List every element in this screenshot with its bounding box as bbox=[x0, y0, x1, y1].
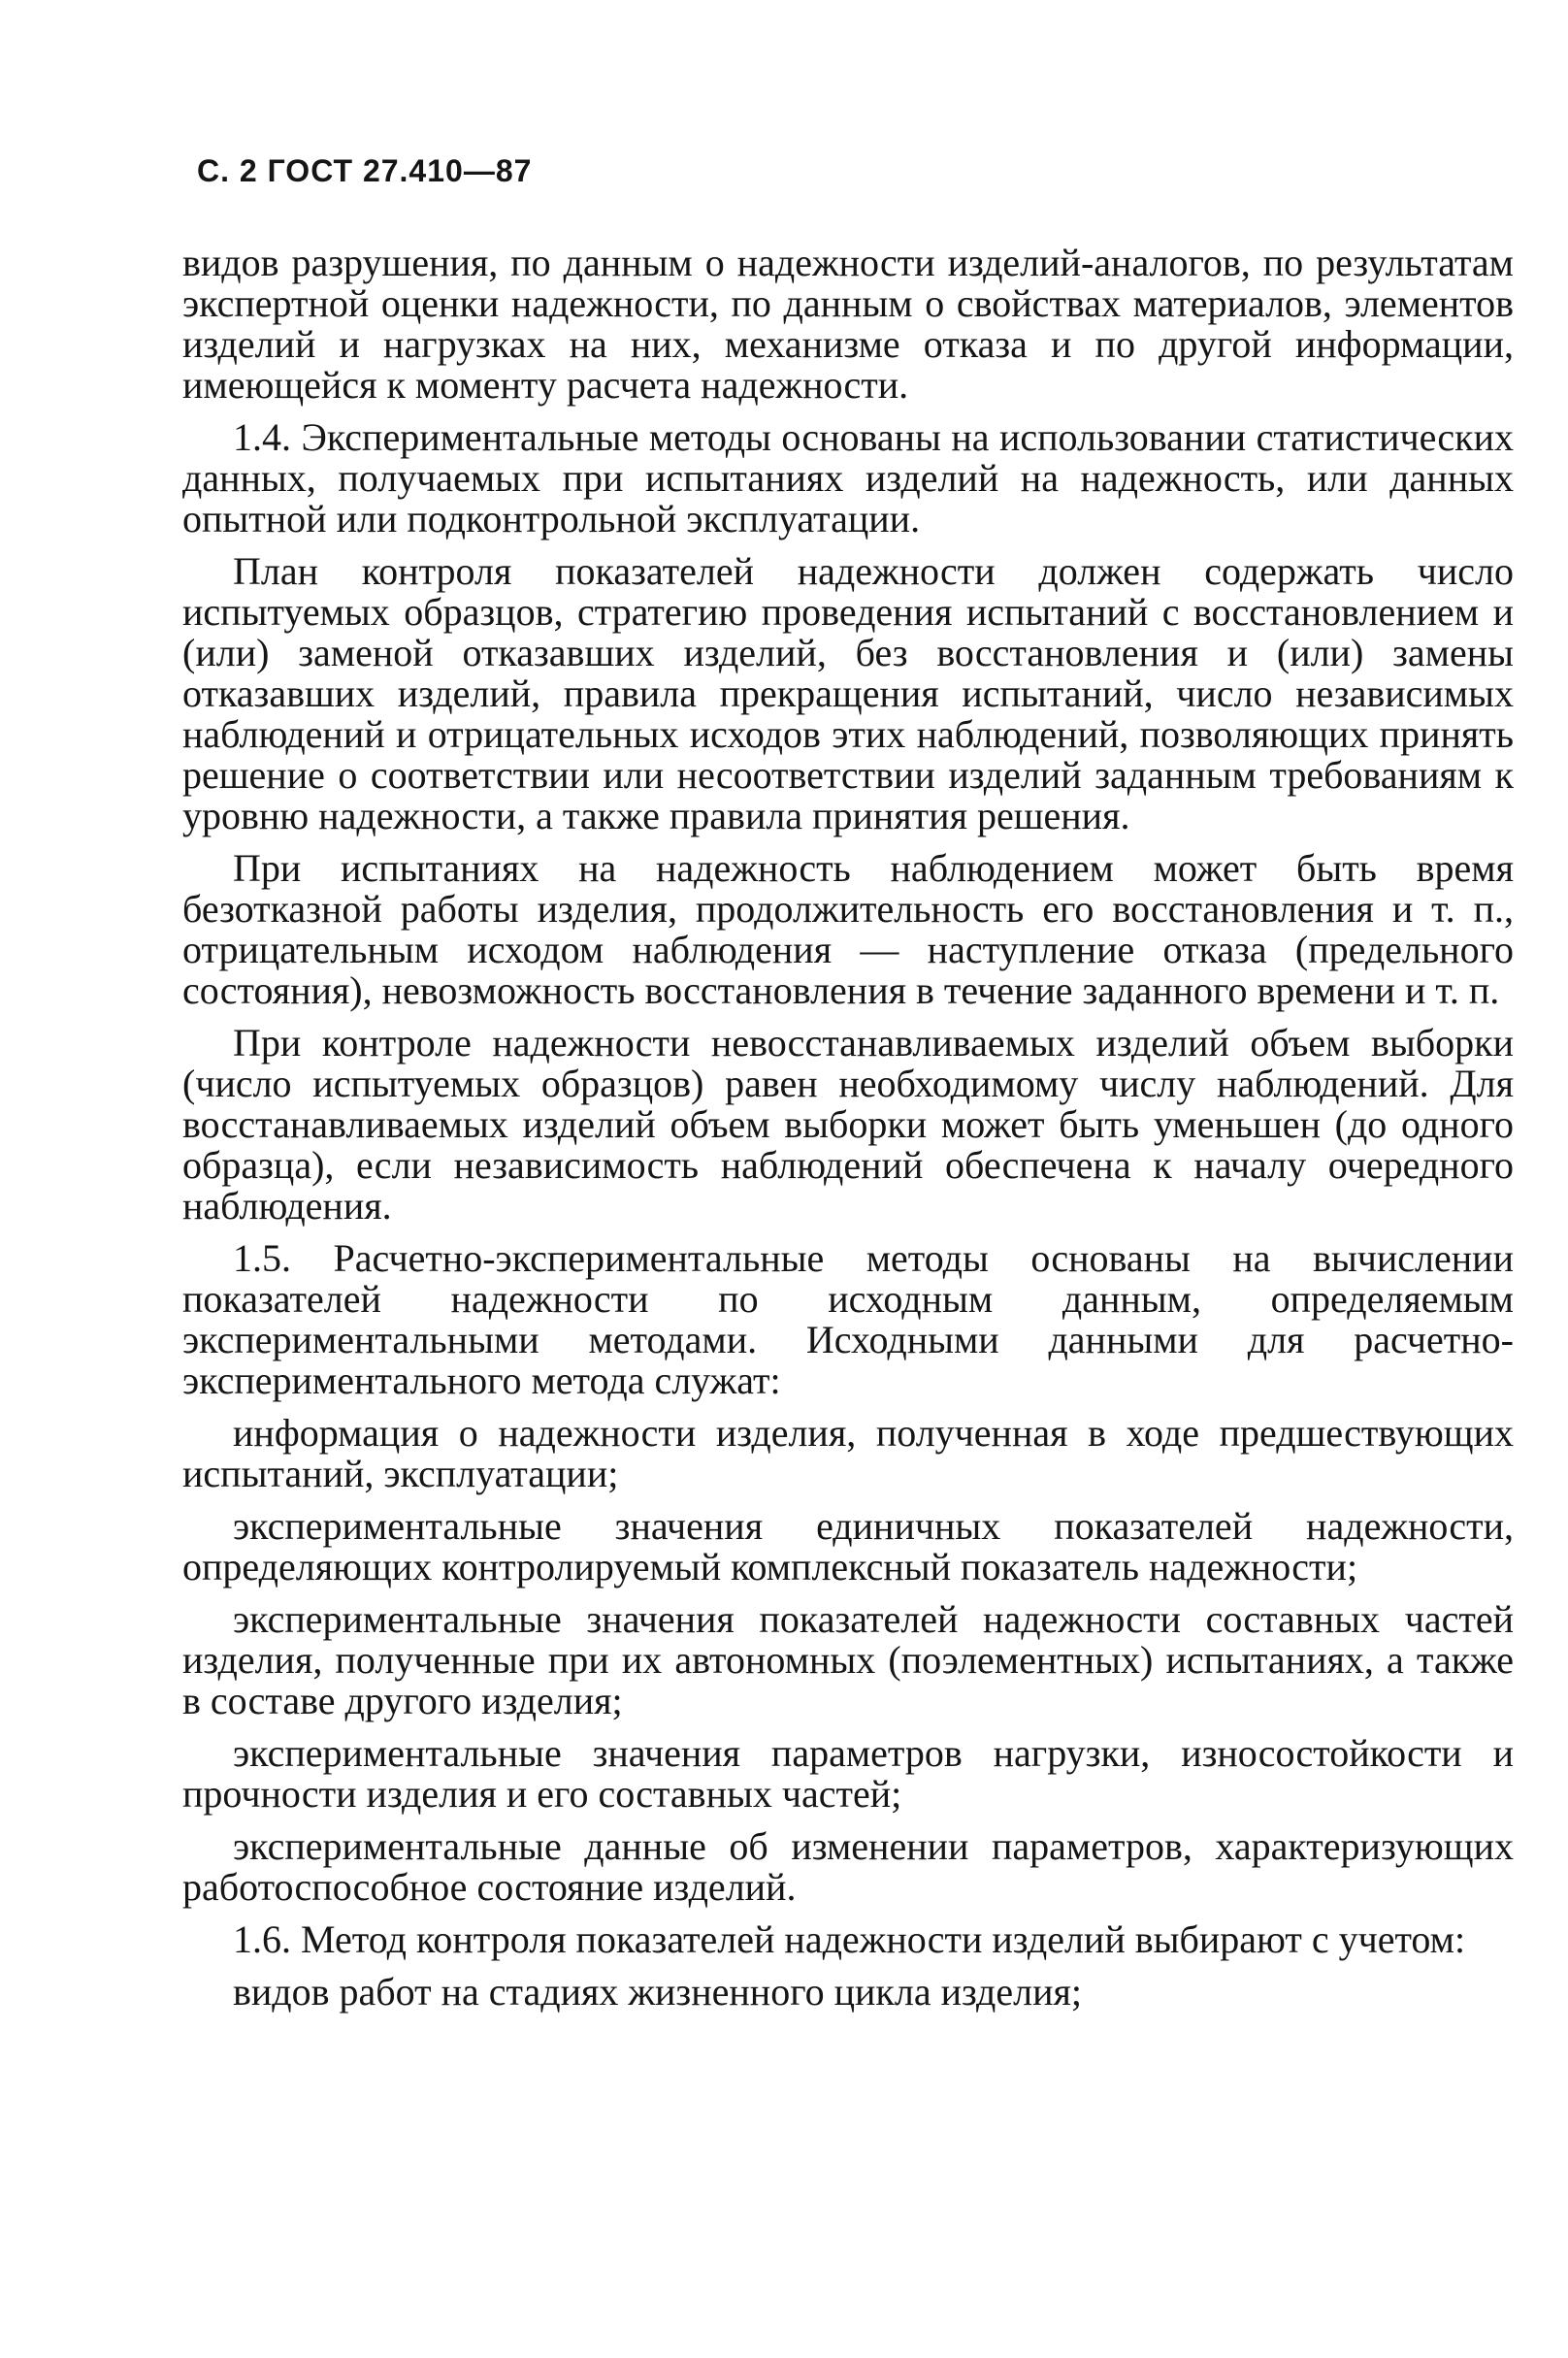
list-item-lifecycle: видов работ на стадиях жизненного цикла изделия; bbox=[233, 1970, 1083, 2014]
list-item-single-indicators: экспериментальные значения единичных показателей надежности, определяющих контролируемый комплексный показатель надежности; bbox=[182, 1504, 1514, 1588]
paragraph-control-plan: План контроля показателей надежности должен содержать число испытуемых образцов, стратегию проведения испытаний с восстановлением и (или) заменой отказавших изделий, без восстановления и (или) замены отказавших изделий, правила прекращения испытаний, число независимых наблюдений и отрицательных исходов этих наблюдений, позволяющих принять решение о соответствии или несоответствии изделий заданным требованиям к уровню надежности, а также правила принятия решения. bbox=[182, 549, 1514, 837]
list-item-load-parameters: экспериментальные значения параметров нагрузки, износостойкости и прочности изделия и его составных частей; bbox=[182, 1731, 1514, 1816]
paragraph-1-4: 1.4. Экспериментальные методы основаны на использовании статистических данных, получаемых при испытаниях изделий на надежность, или данных опытной или подконтрольной эксплуатации. bbox=[182, 415, 1514, 540]
page-header: С. 2 ГОСТ 27.410—87 bbox=[197, 153, 533, 188]
list-item-component-indicators: экспериментальные значения показателей надежности составных частей изделия, полученные при их автономных (поэлементных) испытаниях, а также в составе другого изделия; bbox=[182, 1597, 1514, 1722]
paragraph-1-6: 1.6. Метод контроля показателей надежности изделий выбирают с учетом: bbox=[233, 1917, 1466, 1961]
paragraph-sample-size: При контроле надежности невосстанавливаемых изделий объем выборки (число испытуемых образцов) равен необходимому числу наблюдений. Для восстанавливаемых изделий объем выборки может быть уменьшен (до одного образца), если независимость наблюдений обеспечена к началу очередного наблюдения. bbox=[182, 1021, 1514, 1228]
paragraph-continuation: видов разрушения, по данным о надежности изделий-аналогов, по результатам экспертной оценки надежности, по данным о свойствах материалов, элементов изделий и нагрузках на них, механизме отказа и по другой информации, имеющейся к моменту расчета надежности. bbox=[182, 241, 1514, 407]
list-item-parameter-changes: экспериментальные данные об изменении параметров, характеризующих работоспособное состояние изделий. bbox=[182, 1824, 1514, 1909]
paragraph-observation: При испытаниях на надежность наблюдением может быть время безотказной работы изделия, продолжительность его восстановления и т. п., отрицательным исходом наблюдения — наступление отказа (предельного состояния), невозможность восстановления в течение заданного времени и т. п. bbox=[182, 846, 1514, 1012]
list-item-info: информация о надежности изделия, полученная в ходе предшествующих испытаний, эксплуатации; bbox=[182, 1411, 1514, 1495]
paragraph-1-5: 1.5. Расчетно-экспериментальные методы основаны на вычислении показателей надежности по исходным данным, определяемым экспериментальными методами. Исходными данными для расчетно-экспериментального метода служат: bbox=[182, 1236, 1514, 1402]
document-body bbox=[182, 243, 1514, 2024]
